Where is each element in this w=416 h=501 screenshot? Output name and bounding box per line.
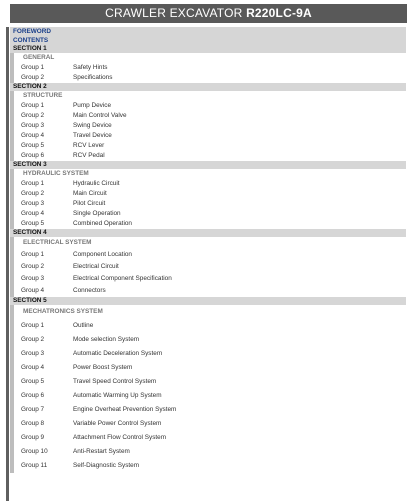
group-number: Group 2 [21,112,45,119]
group-title-link[interactable]: Outline [73,322,94,329]
group-title-link[interactable]: Main Control Valve [73,112,127,119]
toc-group-row[interactable] [10,333,406,347]
toc-group-row[interactable] [10,319,406,333]
indent-bar [10,209,14,219]
indent-bar [10,389,14,403]
toc-group-row[interactable] [10,131,406,141]
group-number: Group 7 [21,406,45,413]
title-model: R220LC-9A [246,6,312,20]
indent-bar [10,131,14,141]
toc-group-row[interactable] [10,389,406,403]
section-header: SECTION 5 [10,297,406,305]
toc-group-row[interactable] [10,445,406,459]
group-title-link[interactable]: Power Boost System [73,364,133,371]
toc-group-row[interactable] [10,459,406,473]
toc-group-row[interactable] [10,199,406,209]
toc-group-row[interactable] [10,347,406,361]
group-number: Group 5 [21,142,45,149]
group-number: Group 1 [21,180,45,187]
indent-bar [10,151,14,161]
toc-group-row[interactable] [10,261,406,273]
toc-sections [10,45,406,473]
toc-group-row[interactable] [10,431,406,445]
group-title-link[interactable]: Self-Diagnostic System [73,462,140,469]
toc-group-row[interactable] [10,101,406,111]
indent-bar [10,273,14,285]
indent-bar [10,249,14,261]
section-block [10,45,406,83]
group-title-link[interactable]: Component Location [73,251,132,258]
section-block [10,229,406,297]
group-title-link[interactable]: Attachment Flow Control System [73,434,167,441]
toc-group-row[interactable] [10,403,406,417]
toc-group-row[interactable] [10,375,406,389]
indent-bar [10,261,14,273]
indent-bar [10,121,14,131]
indent-bar [10,199,14,209]
section-header: SECTION 3 [10,161,406,169]
indent-bar [10,63,14,73]
indent-bar [10,179,14,189]
group-title-link[interactable]: RCV Pedal [73,152,105,159]
indent-bar [10,403,14,417]
group-title-link[interactable]: Main Circuit [73,190,107,197]
group-title-link[interactable]: Variable Power Control System [73,420,162,427]
group-number: Group 11 [21,462,48,469]
group-title-link[interactable]: Mode selection System [73,336,140,343]
group-number: Group 2 [21,190,45,197]
indent-bar [10,333,14,347]
toc-link-foreword[interactable] [10,27,406,36]
group-number: Group 3 [21,122,45,129]
indent-bar [10,361,14,375]
section-header: SECTION 1 [10,45,406,53]
group-number: Group 10 [21,448,48,455]
group-title-link[interactable]: RCV Lever [73,142,105,149]
toc-group-row[interactable] [10,189,406,199]
group-number: Group 3 [21,200,45,207]
section-block [10,161,406,229]
group-title-link[interactable]: Specifications [73,74,113,81]
indent-bar [10,319,14,333]
indent-bar [10,445,14,459]
group-title-link[interactable]: Anti-Restart System [73,448,130,455]
document-title-banner [10,4,407,23]
indent-bar [10,285,14,297]
indent-bar [10,375,14,389]
toc-group-row[interactable] [10,209,406,219]
group-number: Group 3 [21,350,45,357]
toc-group-row[interactable] [10,111,406,121]
group-number: Group 6 [21,392,45,399]
group-title-link[interactable]: Automatic Deceleration System [73,350,163,357]
title-prefix: CRAWLER EXCAVATOR [105,6,247,20]
indent-bar [10,459,14,473]
group-title-link[interactable]: Connectors [73,287,106,294]
group-title-link[interactable]: Travel Speed Control System [73,378,157,385]
indent-bar [10,73,14,83]
group-title-link[interactable]: Combined Operation [73,220,132,227]
indent-bar [10,189,14,199]
group-number: Group 4 [21,132,45,139]
group-number: Group 5 [21,378,45,385]
section-header: SECTION 4 [10,229,406,237]
section-subtitle: MECHATRONICS SYSTEM [10,305,406,319]
group-number: Group 5 [21,220,45,227]
toc-group-row[interactable] [10,121,406,131]
group-number: Group 9 [21,434,45,441]
section-subtitle: ELECTRICAL SYSTEM [10,237,406,249]
group-number: Group 4 [21,364,45,371]
table-of-contents [10,27,406,473]
group-title-link[interactable]: Pump Device [73,102,112,109]
section-subtitle: GENERAL [10,53,406,63]
toc-group-row[interactable] [10,179,406,189]
toc-group-row[interactable] [10,151,406,161]
group-title-link[interactable]: Pilot Circuit [73,200,106,207]
group-title-link[interactable]: Safety Hints [73,64,108,71]
indent-bar [10,141,14,151]
group-title-link[interactable]: Swing Device [73,122,112,129]
group-title-link[interactable]: Travel Device [73,132,112,139]
group-number: Group 8 [21,420,45,427]
toc-group-row[interactable] [10,141,406,151]
group-title-link[interactable]: Hydraulic Circuit [73,180,120,187]
section-block [10,83,406,161]
group-number: Group 2 [21,263,45,270]
section-subtitle: HYDRAULIC SYSTEM [10,169,406,179]
toc-link-contents[interactable] [10,36,406,45]
group-title-link[interactable]: Single Operation [73,210,121,217]
contents-link[interactable]: CONTENTS [13,37,49,44]
section-block [10,297,406,473]
toc-group-row[interactable] [10,417,406,431]
indent-bar [10,431,14,445]
group-title-link[interactable]: Electrical Circuit [73,263,119,270]
toc-group-row[interactable] [10,63,406,73]
toc-group-row[interactable] [10,273,406,285]
indent-bar [10,111,14,121]
left-margin-rule [6,27,9,501]
indent-bar [10,347,14,361]
group-number: Group 1 [21,64,45,71]
group-number: Group 3 [21,275,45,282]
group-number: Group 6 [21,152,45,159]
toc-group-row[interactable] [10,285,406,297]
group-title-link[interactable]: Automatic Warming Up System [73,392,162,399]
toc-group-row[interactable] [10,361,406,375]
group-number: Group 1 [21,102,45,109]
group-number: Group 2 [21,74,45,81]
group-title-link[interactable]: Engine Overheat Prevention System [73,406,177,413]
indent-bar [10,219,14,229]
section-subtitle: STRUCTURE [10,91,406,101]
indent-bar [10,101,14,111]
group-number: Group 1 [21,251,45,258]
group-number: Group 4 [21,210,45,217]
group-number: Group 4 [21,287,45,294]
foreword-link[interactable]: FOREWORD [13,28,51,35]
group-title-link[interactable]: Electrical Component Specification [73,275,172,282]
group-number: Group 1 [21,322,45,329]
group-number: Group 2 [21,336,45,343]
toc-group-row[interactable] [10,73,406,83]
toc-group-row[interactable] [10,219,406,229]
indent-bar [10,417,14,431]
toc-group-row[interactable] [10,249,406,261]
section-header: SECTION 2 [10,83,406,91]
